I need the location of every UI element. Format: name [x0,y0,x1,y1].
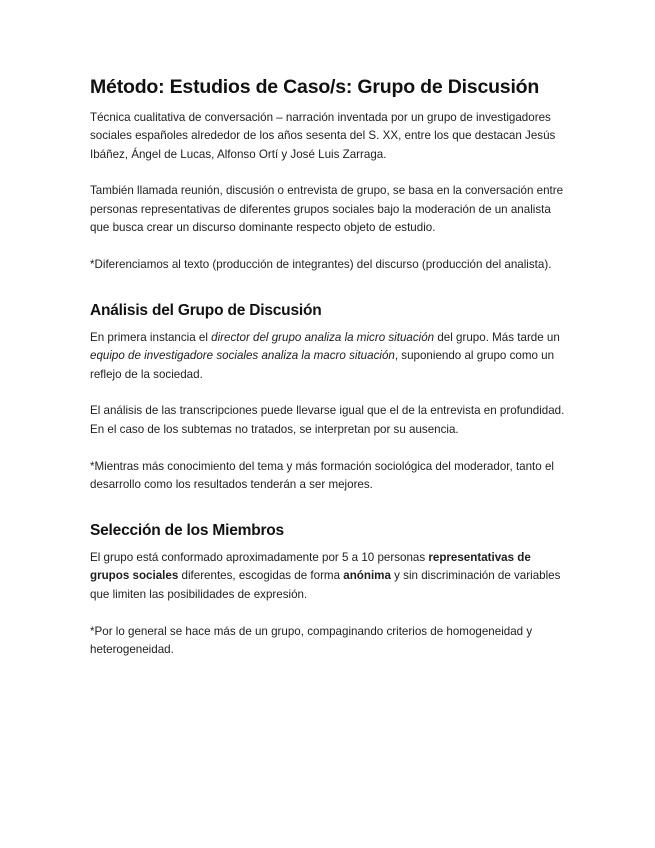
bold-phrase: representativas de grupos sociales [90,551,531,583]
analisis-paragraph-2: El análisis de las transcripciones puede llevarse igual que el de la entrevista en profundidad. En el caso de los subtemas no tratados, se interpretan por su ausencia. [90,404,565,436]
analisis-note: *Mientras más conocimiento del tema y más formación sociológica del moderador, tanto el desarrollo como los resultados tenderán a ser mejores. [90,459,554,491]
section-heading-seleccion: Selección de los Miembros [90,522,284,540]
intro-note: *Diferenciamos al texto (producción de integrantes) del discurso (producción del analista). [90,257,552,271]
section-heading-analisis: Análisis del Grupo de Discusión [90,302,322,320]
seleccion-note: *Por lo general se hace más de un grupo, compaginando criterios de homogeneidad y heterogeneidad. [90,624,533,656]
analisis-paragraph-1: En primera instancia el director del grupo analiza la micro situación del grupo. Más tarde un equipo de investigadore sociales analiza la macro situación, suponiendo al grupo como un reflejo de la sociedad. [90,331,560,381]
seleccion-paragraph-1: El grupo está conformado aproximadamente por 5 a 10 personas representativas de grupos sociales diferentes, escogidas de forma anónima y sin discriminación de variables que limiten las posibilidades de expresión. [90,551,561,601]
intro-paragraph-2: También llamada reunión, discusión o entrevista de grupo, se basa en la conversación entre personas representativas de diferentes grupos sociales bajo la moderación de un analista que busca crear un discurso dominante respecto objeto de estudio. [90,184,564,234]
bold-phrase: anónima [343,569,391,583]
page-title: Método: Estudios de Caso/s: Grupo de Discusión [90,76,540,98]
document-page [90,76,568,659]
italic-phrase: equipo de investigadore sociales analiza la macro situación [90,349,395,363]
italic-phrase: director del grupo analiza la micro situación [211,331,435,345]
intro-paragraph-1: Técnica cualitativa de conversación – narración inventada por un grupo de investigadores sociales españoles alrededor de los años sesenta del S. XX, entre los que destacan Jesús Ibáñez, Ángel de Lucas, Alfonso Ortí y José Luis Zarraga. [90,111,556,161]
